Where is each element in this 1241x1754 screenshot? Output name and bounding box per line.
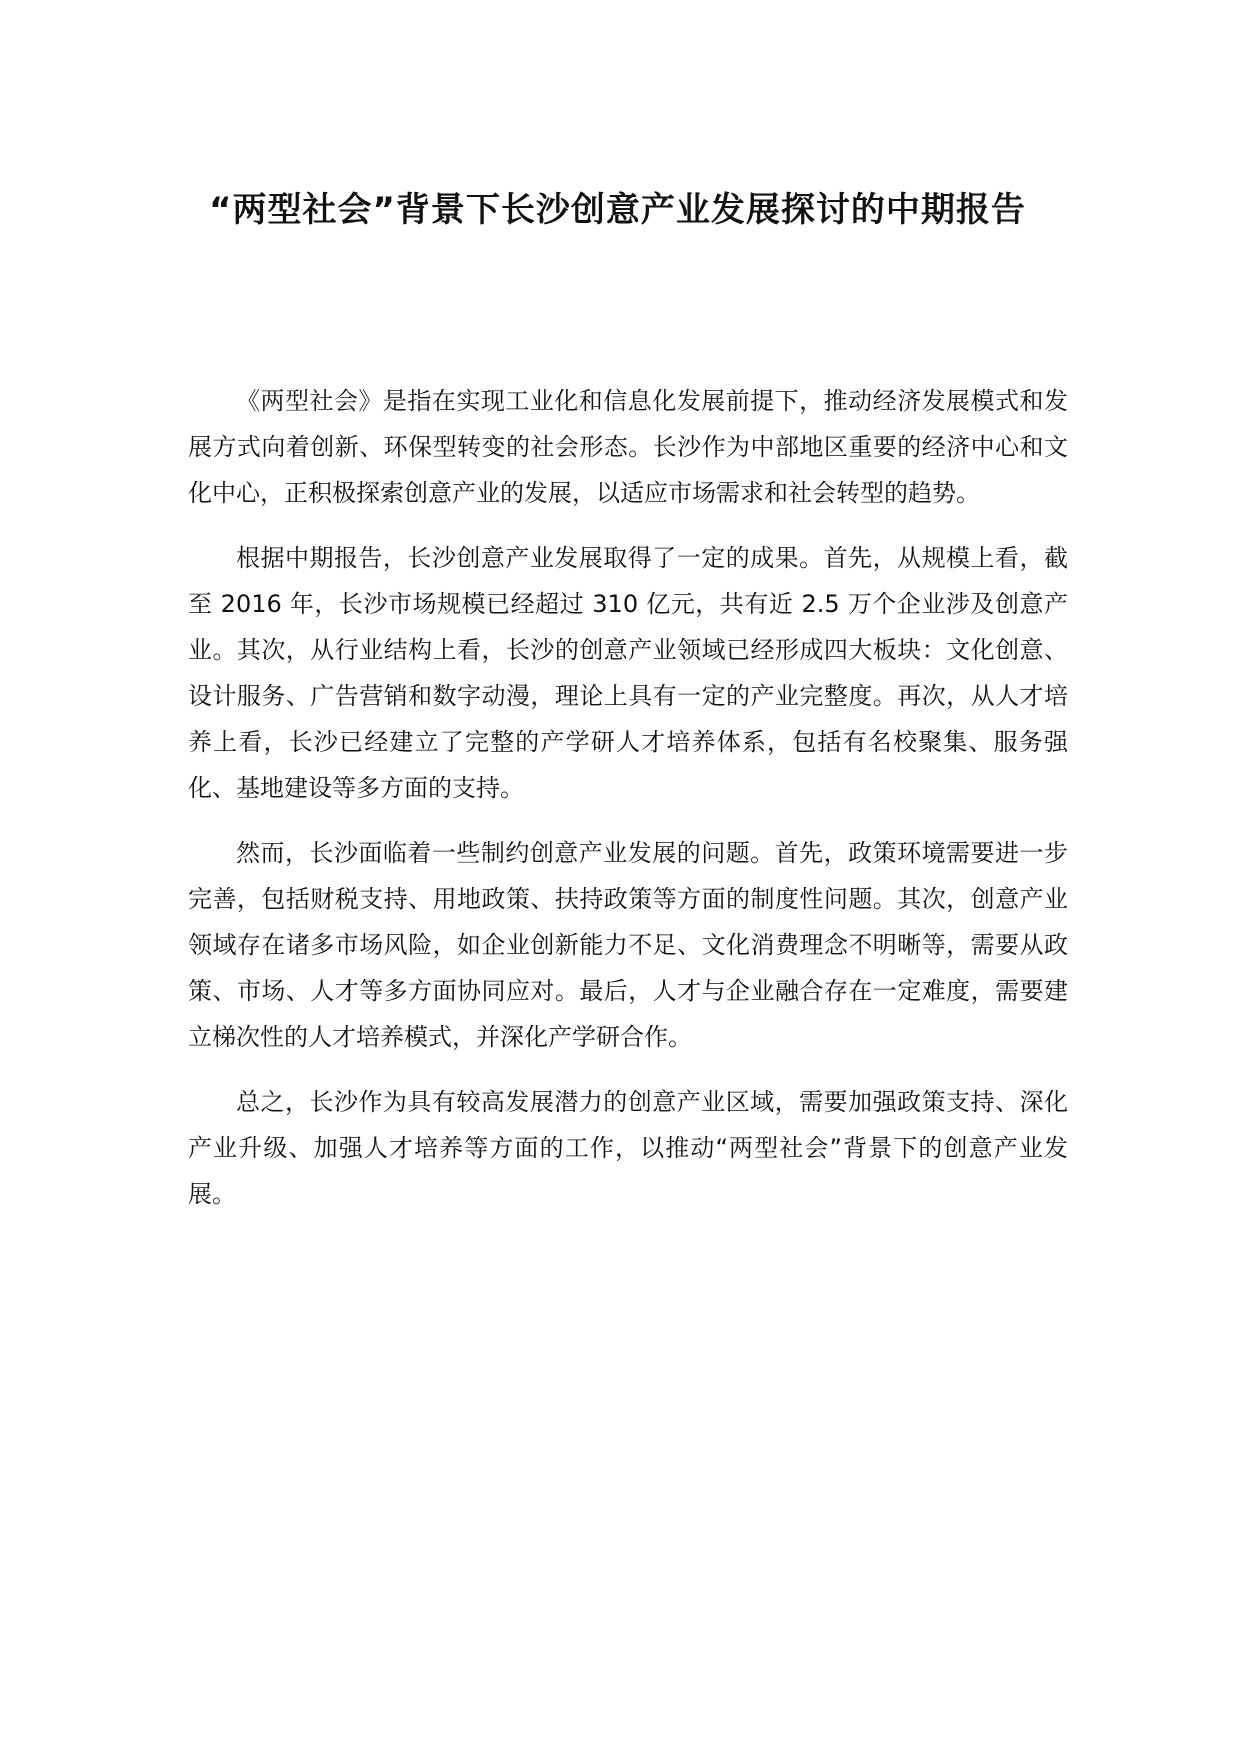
paragraph-intro: 《两型社会》是指在实现工业化和信息化发展前提下，推动经济发展模式和发展方式向着创新、环保型转变的社会形态。长沙作为中部地区重要的经济中心和文化中心，正积极探索创意产业的发展，以适应市场需求和社会转型的趋势。 xyxy=(188,387,1068,507)
paragraph-conclusion: 总之，长沙作为具有较高发展潜力的创意产业区域，需要加强政策支持、深化产业升级、加强人才培养等方面的工作，以推动“两型社会”背景下的创意产业发展。 xyxy=(188,1088,1068,1208)
document-title: “两型社会”背景下长沙创意产业发展探讨的中期报告 xyxy=(209,190,1026,230)
document-body xyxy=(188,378,1068,1236)
paragraph-problems: 然而，长沙面临着一些制约创意产业发展的问题。首先，政策环境需要进一步完善，包括财税支持、用地政策、扶持政策等方面的制度性问题。其次，创意产业领域存在诸多市场风险，如企业创新能力不足、文化消费理念不明晰等，需要从政策、市场、人才等多方面协同应对。最后，人才与企业融合存在一定难度，需要建立梯次性的人才培养模式，并深化产学研合作。 xyxy=(188,839,1068,1051)
paragraph-achievements: 根据中期报告，长沙创意产业发展取得了一定的成果。首先，从规模上看，截至 2016 年，长沙市场规模已经超过 310 亿元，共有近 2.5 万个企业涉及创意产业。其次，从行业结构上看，长沙的创意产业领域已经形成四大板块：文化创意、设计服务、广告营销和数字动漫，理论上具有一定的产业完整度。再次，从人才培养上看，长沙已经建立了完整的产学研人才培养体系，包括有名校聚集、服务强化、基地建设等多方面的支持。 xyxy=(188,544,1068,802)
